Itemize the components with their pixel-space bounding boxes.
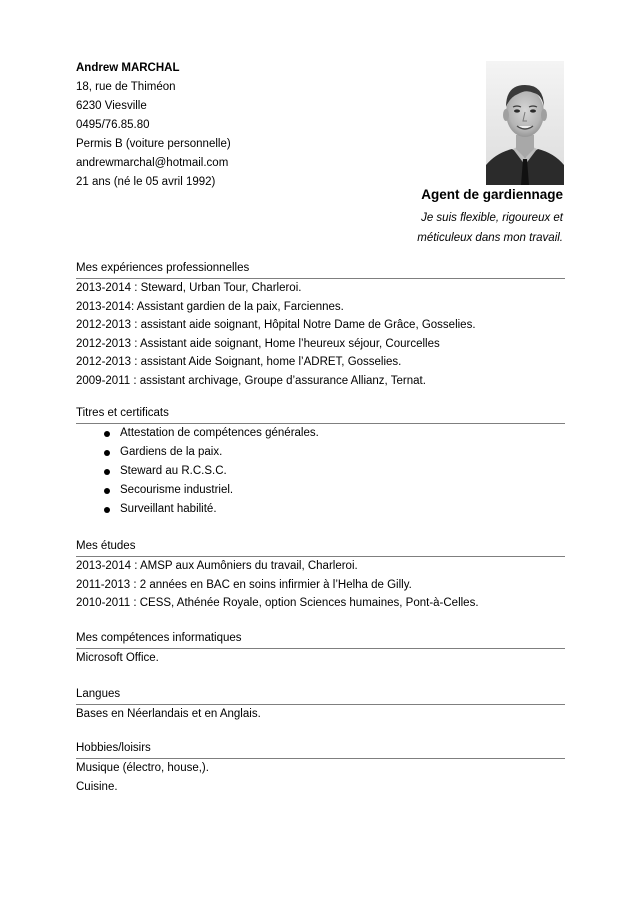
- job-title: Agent de gardiennage: [421, 187, 563, 202]
- tagline-line: méticuleux dans mon travail.: [417, 231, 563, 244]
- list-item: [100, 500, 565, 519]
- computer-skills-section: [76, 630, 565, 668]
- profile-photo: [486, 61, 564, 185]
- experience-item: 2012-2013 : assistant Aide Soignant, home l’ADRET, Gosselies.: [76, 356, 402, 369]
- list-item: [100, 443, 565, 462]
- list-item: [100, 481, 565, 500]
- street-address: 18, rue de Thiméon: [76, 81, 176, 93]
- experience-item: 2012-2013 : assistant aide soignant, Hôpital Notre Dame de Grâce, Gosselies.: [76, 319, 476, 332]
- experience-section: [76, 260, 565, 391]
- education-item: 2010-2011 : CESS, Athénée Royale, option Sciences humaines, Pont-à-Celles.: [76, 597, 479, 610]
- experience-item: 2012-2013 : Assistant aide soignant, Home l’heureux séjour, Courcelles: [76, 337, 440, 350]
- experience-item: 2013-2014: Assistant gardien de la paix, Farciennes.: [76, 300, 344, 313]
- email-address: andrewmarchal@hotmail.com: [76, 157, 229, 169]
- list-item: [100, 424, 565, 443]
- experience-list: [76, 279, 565, 391]
- tagline-line: Je suis flexible, rigoureux et: [421, 212, 563, 224]
- experience-item: 2013-2014 : Steward, Urban Tour, Charleroi.: [76, 282, 302, 294]
- driving-license: Permis B (voiture personnelle): [76, 138, 231, 150]
- bullet-icon: [104, 431, 110, 437]
- languages-list: [76, 705, 565, 724]
- education-list: [76, 557, 565, 613]
- bullet-icon: [104, 469, 110, 475]
- education-item: 2013-2014 : AMSP aux Aumôniers du travail, Charleroi.: [76, 560, 358, 572]
- education-section: [76, 538, 565, 613]
- hobbies-section: [76, 740, 565, 796]
- experience-item: 2009-2011 : assistant archivage, Groupe d’assurance Allianz, Ternat.: [76, 374, 426, 387]
- certificate-label: Secourisme industriel.: [120, 484, 234, 496]
- skill-item: Microsoft Office.: [76, 652, 159, 664]
- section-title: Mes expériences professionnelles: [76, 260, 565, 279]
- language-item: Bases en Néerlandais et en Anglais.: [76, 708, 261, 720]
- bullet-icon: [104, 488, 110, 494]
- certificates-section: [76, 405, 565, 519]
- phone-number: 0495/76.85.80: [76, 119, 150, 131]
- education-item: 2011-2013 : 2 années en BAC en soins infirmier à l’Helha de Gilly.: [76, 578, 412, 591]
- section-title: Titres et certificats: [76, 405, 565, 424]
- certificate-label: Surveillant habilité.: [120, 503, 217, 515]
- section-title: Mes études: [76, 538, 565, 557]
- section-title: Hobbies/loisirs: [76, 740, 565, 759]
- list-item: [100, 462, 565, 481]
- certificate-label: Gardiens de la paix.: [120, 446, 223, 458]
- section-title: Langues: [76, 686, 565, 705]
- hobby-item: Musique (électro, house,).: [76, 762, 209, 774]
- personal-tagline: [363, 209, 563, 248]
- certificates-list: [76, 424, 565, 519]
- bullet-icon: [104, 450, 110, 456]
- age-birthdate: 21 ans (né le 05 avril 1992): [76, 176, 216, 188]
- languages-section: [76, 686, 565, 724]
- city: 6230 Viesville: [76, 100, 147, 112]
- bullet-icon: [104, 507, 110, 513]
- certificate-label: Attestation de compétences générales.: [120, 427, 319, 439]
- hobby-item: Cuisine.: [76, 780, 118, 793]
- full-name: Andrew MARCHAL: [76, 62, 180, 74]
- certificate-label: Steward au R.C.S.C.: [120, 465, 227, 477]
- contact-block: [76, 59, 231, 192]
- section-title: Mes compétences informatiques: [76, 630, 565, 649]
- hobbies-list: [76, 759, 565, 796]
- computer-skills-list: [76, 649, 565, 668]
